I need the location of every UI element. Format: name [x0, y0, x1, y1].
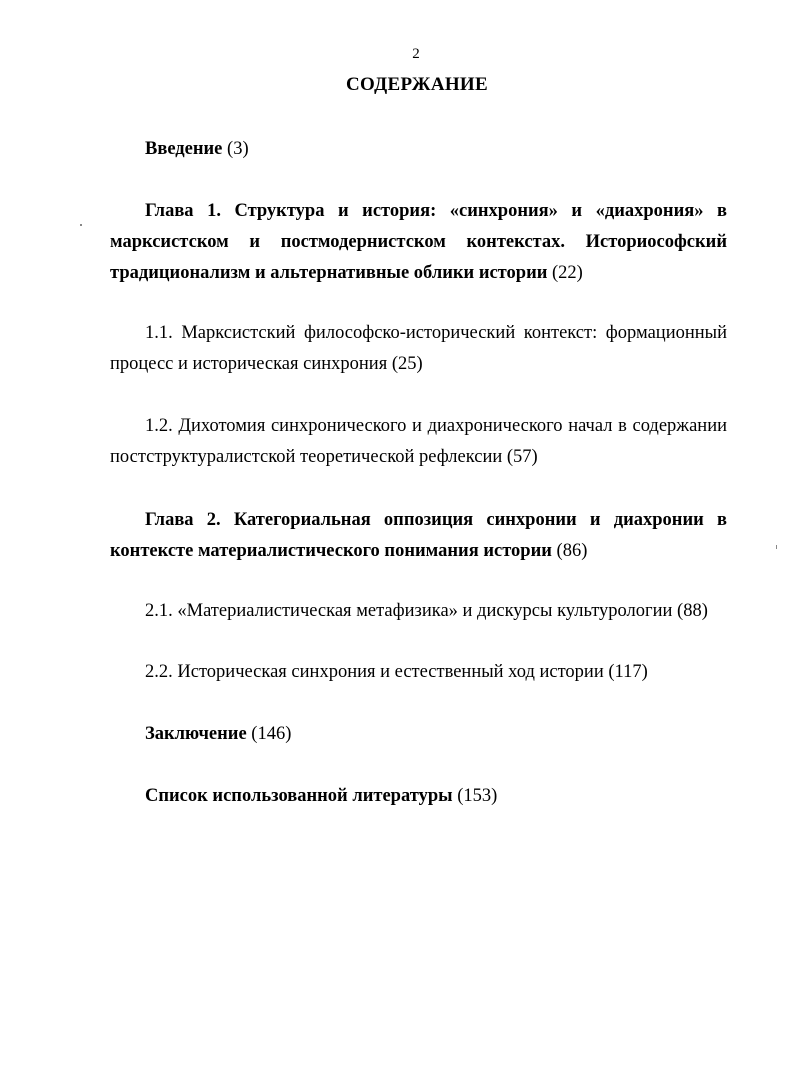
- toc-entry-bold-text: Глава 1. Структура и история: «синхрония» и «диахрония» в марксистском и постмодернистском контекстах. Историософский традиционализм и альтернативные облики истории: [110, 201, 727, 283]
- toc-entry-text: 2.2. Историческая синхрония и естественный ход истории (117): [145, 662, 648, 682]
- toc-entry-text: 2.1. «Материалистическая метафизика» и дискурсы культурологии (88): [145, 601, 708, 621]
- toc-entry-section-2-1: [110, 596, 727, 627]
- toc-entry-section-1-2: [110, 411, 727, 473]
- toc-entry-introduction: [110, 134, 727, 165]
- toc-entry-bold-text: Введение: [145, 139, 223, 159]
- toc-entry-chapter-2: [110, 505, 727, 567]
- toc-entry-bibliography: [110, 781, 727, 812]
- toc-entry-page-ref: (3): [222, 139, 249, 159]
- toc-entry-chapter-1: [110, 196, 727, 289]
- page-number: 2: [412, 46, 420, 62]
- toc-entry-text: 1.1. Марксистский философско-исторический контекст: формационный процесс и историческая синхрония (25): [110, 323, 727, 374]
- toc-entry-section-2-2: [110, 657, 727, 688]
- toc-entry-bold-text: Список использованной литературы: [145, 786, 453, 806]
- toc-entry-section-1-1: [110, 318, 727, 380]
- page-title: СОДЕРЖАНИЕ: [346, 74, 488, 95]
- scan-speck: [80, 224, 82, 226]
- toc-entry-page-ref: (146): [246, 724, 292, 744]
- scan-speck: [776, 545, 777, 549]
- toc-entry-conclusion: [110, 719, 727, 750]
- toc-entry-page-ref: (22): [547, 263, 583, 283]
- toc-entry-page-ref: (153): [452, 786, 498, 806]
- toc-entry-text: 1.2. Дихотомия синхронического и диахронического начал в содержании постструктуралистской теоретической рефлексии (57): [110, 416, 727, 467]
- toc-entry-page-ref: (86): [551, 541, 588, 561]
- toc-entry-bold-text: Глава 2. Категориальная оппозиция синхронии и диахронии в контексте материалистического понимания истории: [110, 510, 727, 561]
- toc-entry-bold-text: Заключение: [145, 724, 247, 744]
